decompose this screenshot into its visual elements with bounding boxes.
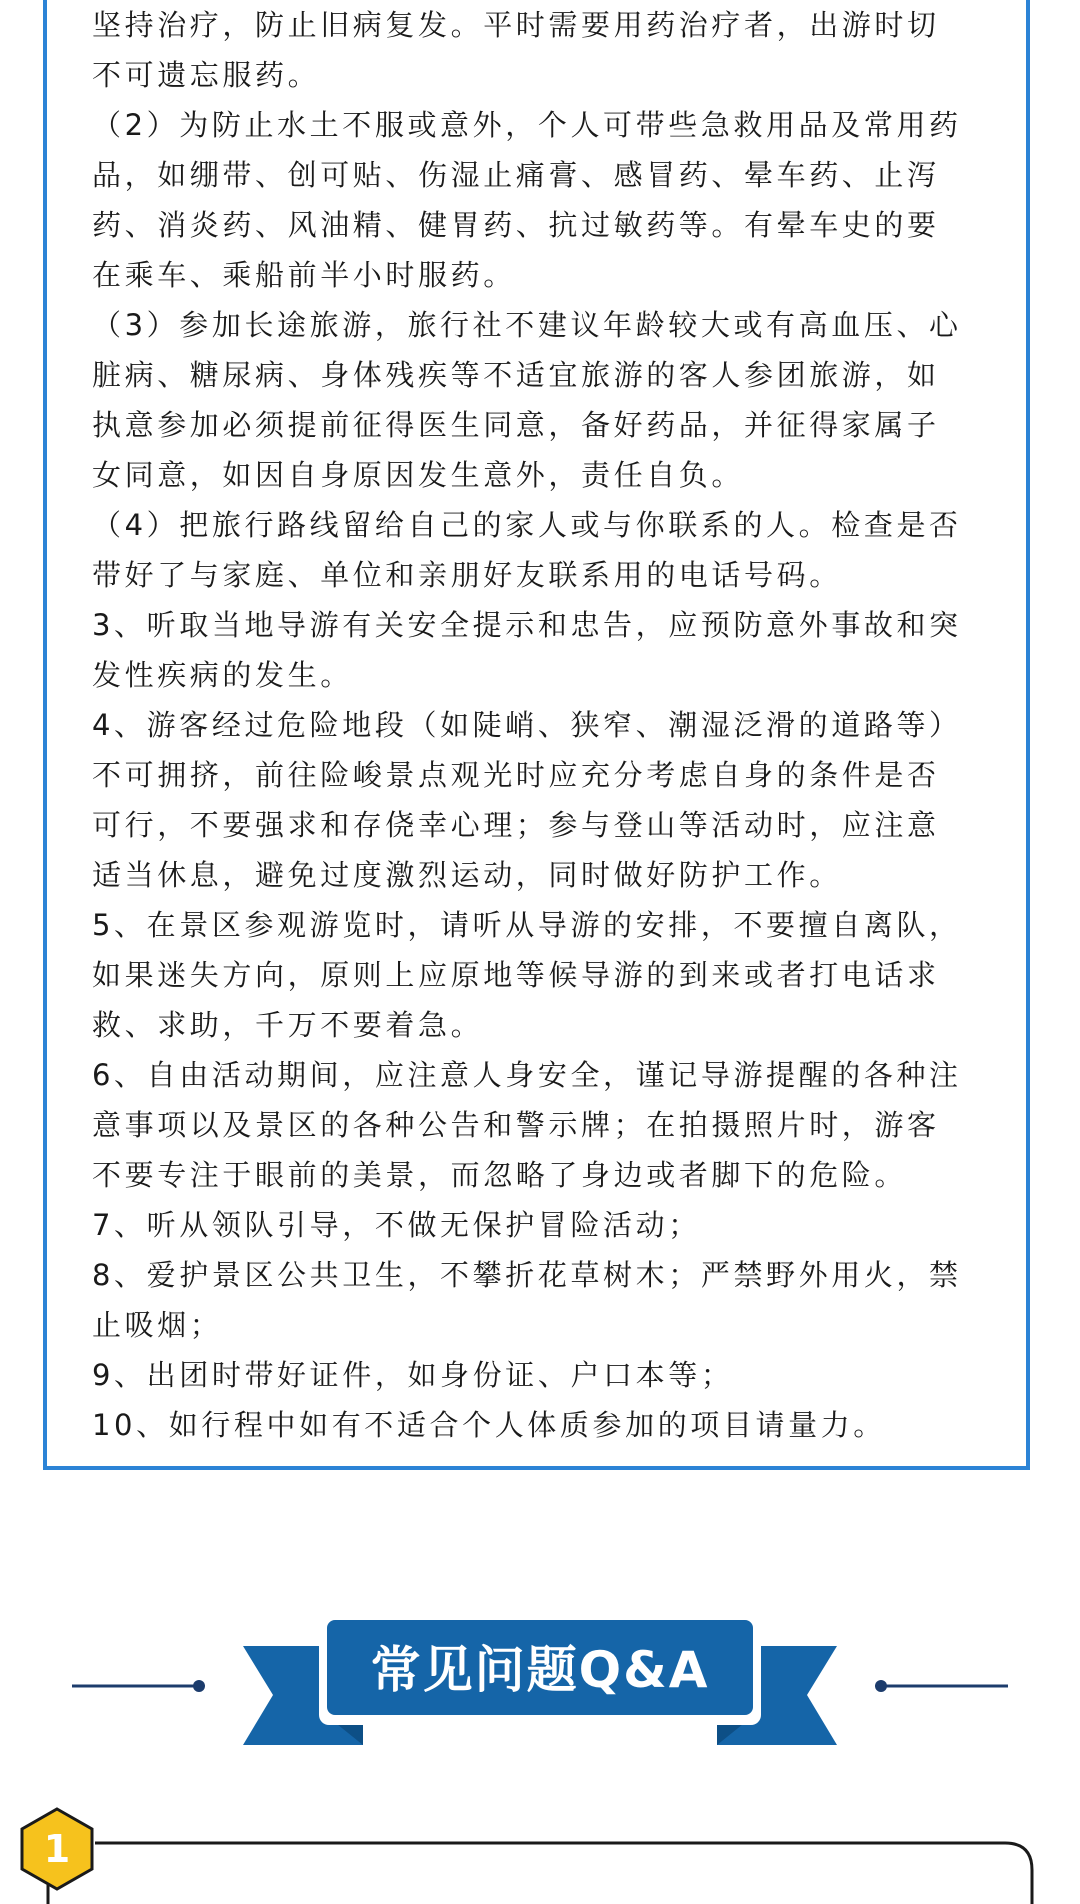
- notice-line: 不可遗忘服药。: [92, 58, 321, 92]
- notice-line: 4、游客经过危险地段（如陡峭、狭窄、潮湿泛滑的道路等）: [92, 708, 962, 742]
- notice-line: 坚持治疗，防止旧病复发。平时需要用药治疗者，出游时切: [92, 8, 940, 42]
- qa-card-number: 1: [43, 1827, 71, 1871]
- notice-line: （4）把旅行路线留给自己的家人或与你联系的人。检查是否: [92, 508, 962, 542]
- notice-line: 7、听从领队引导，不做无保护冒险活动；: [92, 1208, 701, 1242]
- notice-line: 意事项以及景区的各种公告和警示牌；在拍摄照片时，游客: [92, 1108, 940, 1142]
- notice-line: 可行，不要强求和存侥幸心理；参与登山等活动时，应注意: [92, 808, 940, 842]
- notice-line: 女同意，如因自身原因发生意外，责任自负。: [92, 458, 745, 492]
- notice-line: 如果迷失方向，原则上应原地等候导游的到来或者打电话求: [92, 958, 940, 992]
- notice-line: 品，如绷带、创可贴、伤湿止痛膏、感冒药、晕车药、止泻: [92, 158, 940, 192]
- notice-line: 3、听取当地导游有关安全提示和忠告，应预防意外事故和突: [92, 608, 962, 642]
- notice-line: 脏病、糖尿病、身体残疾等不适宜旅游的客人参团旅游，如: [92, 358, 940, 392]
- notice-line: （2）为防止水土不服或意外，个人可带些急救用品及常用药: [92, 108, 962, 142]
- notice-line: （3）参加长途旅游，旅行社不建议年龄较大或有高血压、心: [92, 308, 962, 342]
- notice-line: 6、自由活动期间，应注意人身安全，谨记导游提醒的各种注: [92, 1058, 962, 1092]
- notice-line: 10、如行程中如有不适合个人体质参加的项目请量力。: [92, 1408, 886, 1442]
- notice-line: 不可拥挤，前往险峻景点观光时应充分考虑自身的条件是否: [92, 758, 940, 792]
- notice-line: 止吸烟；: [92, 1308, 223, 1342]
- safety-notice-text: [92, 0, 992, 1450]
- left-divider-dot: [193, 1680, 205, 1692]
- notice-line: 不要专注于眼前的美景，而忽略了身边或者脚下的危险。: [92, 1158, 908, 1192]
- notice-line: 8、爱护景区公共卫生，不攀折花草树木；严禁野外用火，禁: [92, 1258, 962, 1292]
- notice-line: 在乘车、乘船前半小时服药。: [92, 258, 516, 292]
- right-divider-dot: [875, 1680, 887, 1692]
- notice-line: 9、出团时带好证件，如身份证、户口本等；: [92, 1358, 734, 1392]
- notice-line: 药、消炎药、风油精、健胃药、抗过敏药等。有晕车史的要: [92, 208, 940, 242]
- notice-line: 带好了与家庭、单位和亲朋好友联系用的电话号码。: [92, 558, 842, 592]
- qa-card-border: [48, 1843, 1032, 1904]
- qa-card: [0, 1800, 1080, 1904]
- notice-line: 5、在景区参观游览时，请听从导游的安排，不要擅自离队，: [92, 908, 962, 942]
- notice-line: 执意参加必须提前征得医生同意，备好药品，并征得家属子: [92, 408, 940, 442]
- notice-line: 发性疾病的发生。: [92, 658, 353, 692]
- notice-line: 适当休息，避免过度激烈运动，同时做好防护工作。: [92, 858, 842, 892]
- qa-section-title: 常见问题Q&A: [370, 1641, 710, 1699]
- notice-line: 救、求助，千万不要着急。: [92, 1008, 484, 1042]
